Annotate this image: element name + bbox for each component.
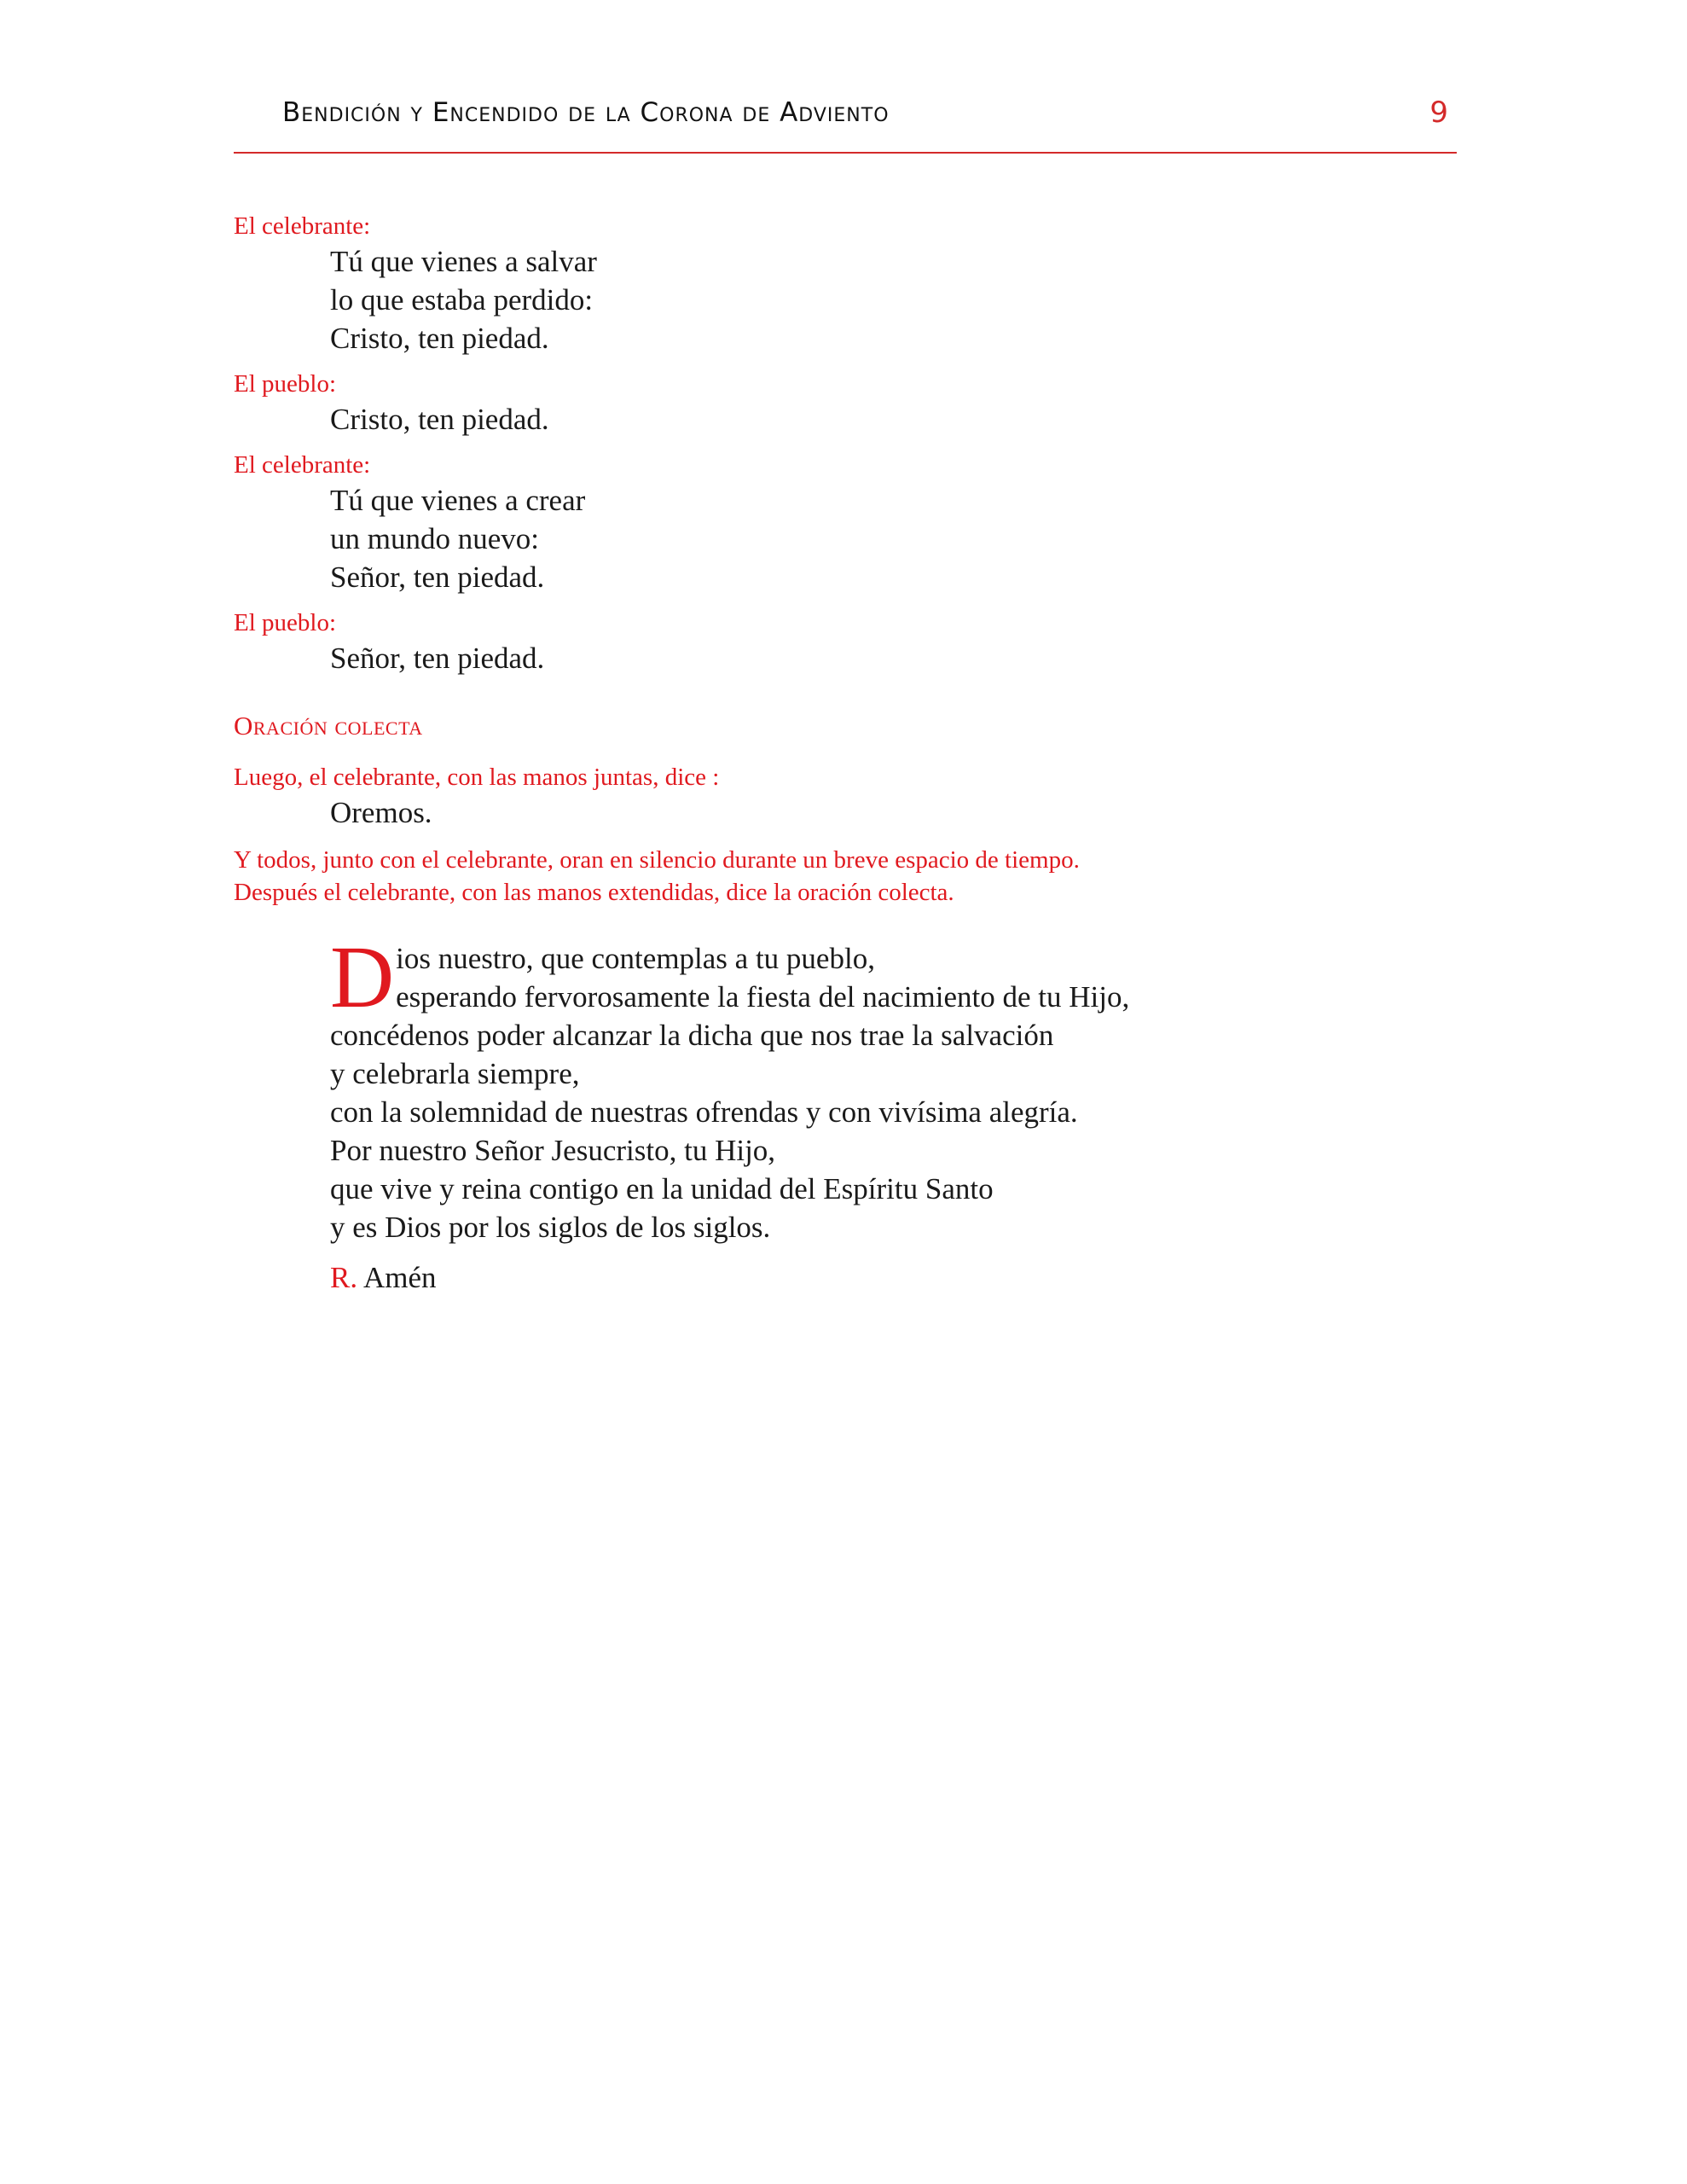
rubric-instruction: Luego, el celebrante, con las manos juntas, dice : — [234, 764, 720, 791]
page-header — [234, 92, 1457, 154]
verse-line: Señor, ten piedad. — [330, 561, 545, 594]
prayer-line: esperando fervorosamente la fiesta del nacimiento de tu Hijo, — [396, 980, 1130, 1014]
speaker-label: El pueblo: — [234, 370, 337, 398]
prayer-line: con la solemnidad de nuestras ofrendas y con vivísima alegría. — [330, 1095, 1078, 1129]
rubric-instruction: Después el celebrante, con las manos extendidas, dice la oración colecta. — [234, 879, 954, 906]
dialogue-block-3 — [234, 449, 1457, 596]
prayer-line: que vive y reina contigo en la unidad del Espíritu Santo — [330, 1172, 994, 1205]
prayer-line: Por nuestro Señor Jesucristo, tu Hijo, — [330, 1134, 776, 1167]
section-title: Oración colecta — [234, 711, 423, 741]
speaker-label: El pueblo: — [234, 609, 337, 636]
verse — [234, 400, 1457, 439]
speaker-label: El celebrante: — [234, 212, 371, 240]
prayer-line: concédenos poder alcanzar la dicha que nos trae la salvación — [330, 1019, 1054, 1052]
verse — [234, 481, 1457, 596]
verse — [234, 242, 1457, 357]
page-content — [234, 210, 1457, 1297]
dialogue-block-1 — [234, 210, 1457, 357]
prayer-line: y celebrarla siempre, — [330, 1057, 580, 1090]
verse-line: Cristo, ten piedad. — [330, 403, 549, 436]
dialogue-block-2 — [234, 368, 1457, 439]
prayer-line: ios nuestro, que contemplas a tu pueblo, — [396, 942, 875, 975]
verse-line: Tú que vienes a crear — [330, 484, 586, 517]
verse-line: Señor, ten piedad. — [330, 642, 545, 675]
drop-cap: D — [330, 928, 395, 1026]
running-title: Bendición y Encendido de la Corona de Adviento — [282, 97, 890, 128]
rubric-instruction: Y todos, junto con el celebrante, oran en silencio durante un breve espacio de tiempo. — [234, 846, 1080, 874]
prayer-line: y es Dios por los siglos de los siglos. — [330, 1211, 771, 1244]
speaker-label: El celebrante: — [234, 451, 371, 479]
verse-line: un mundo nuevo: — [330, 522, 539, 555]
response-text: Amén — [362, 1261, 437, 1294]
dialogue-block-4 — [234, 607, 1457, 677]
response-marker: R. — [330, 1261, 358, 1294]
oremos-text: Oremos. — [330, 796, 432, 829]
response-amen — [234, 1258, 1457, 1297]
rubric-block — [234, 844, 1457, 909]
verse-line: Cristo, ten piedad. — [330, 322, 549, 355]
verse — [234, 639, 1457, 677]
page-number: 9 — [1429, 96, 1448, 130]
collect-prayer — [234, 928, 1457, 1246]
verse-line: Tú que vienes a salvar — [330, 245, 597, 278]
verse-line: lo que estaba perdido: — [330, 283, 594, 317]
